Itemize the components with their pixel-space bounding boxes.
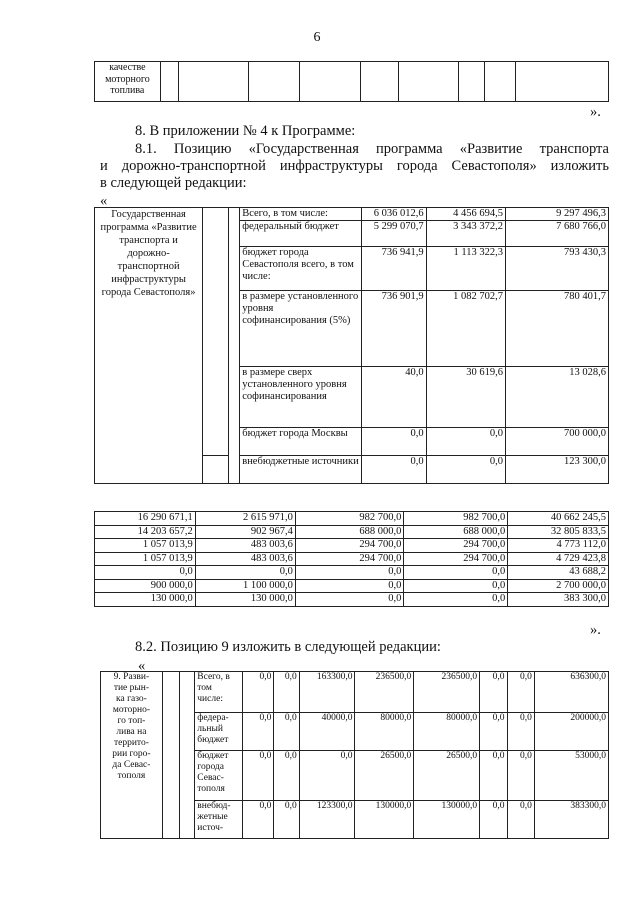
value-cell: 4 456 694,5 xyxy=(426,208,505,221)
value-cell: 982 700,0 xyxy=(295,512,403,526)
empty-cell xyxy=(459,62,484,102)
item-8-1-line1: 8.1. Позицию «Государственная программа «Развитие транспорта xyxy=(135,141,609,157)
value-cell: 130000,0 xyxy=(355,801,414,839)
value-cell: 130000,0 xyxy=(414,801,480,839)
empty-cell xyxy=(178,62,248,102)
value-cell: 0,0 xyxy=(242,801,273,839)
value-cell: 200000,0 xyxy=(534,713,608,751)
value-cell: 0,0 xyxy=(242,672,273,713)
row-label xyxy=(195,672,243,713)
value-cell: 40,0 xyxy=(361,367,426,428)
value-cell: 483 003,6 xyxy=(195,539,295,553)
value-cell: 0,0 xyxy=(361,428,426,456)
value-cell: 0,0 xyxy=(404,566,508,580)
row-label: Всего, в том числе: xyxy=(240,208,362,221)
value-cell: 236500,0 xyxy=(355,672,414,713)
row-label-line: города xyxy=(197,762,224,772)
value-cell: 1 057 013,9 xyxy=(95,552,196,566)
value-cell: 0,0 xyxy=(299,751,355,801)
totals-table xyxy=(94,511,609,607)
closing-quote-2: ». xyxy=(590,622,601,638)
value-cell: 294 700,0 xyxy=(404,539,508,553)
value-cell: 0,0 xyxy=(274,713,299,751)
position-name-line: террито- xyxy=(113,738,149,748)
value-cell: 1 082 702,7 xyxy=(426,291,505,367)
value-cell: 7 680 766,0 xyxy=(505,221,608,247)
table-cell-label xyxy=(95,62,161,102)
value-cell: 294 700,0 xyxy=(295,539,403,553)
item-8-1-line2: и дорожно-транспортной инфраструктуры города Севастополя» изложить xyxy=(100,158,609,174)
value-cell: 4 729 423,8 xyxy=(508,552,609,566)
value-cell: 0,0 xyxy=(295,593,403,607)
empty-cell xyxy=(515,62,608,102)
item-8-heading: 8. В приложении № 4 к Программе: xyxy=(135,123,356,139)
position-name-line: ка газо- xyxy=(116,694,147,704)
value-cell: 0,0 xyxy=(295,579,403,593)
value-cell: 236500,0 xyxy=(414,672,480,713)
value-cell: 0,0 xyxy=(242,713,273,751)
row-label-line: тополя xyxy=(197,784,225,794)
row-label xyxy=(195,801,243,839)
row-label-line: Севас- xyxy=(197,773,224,783)
value-cell: 0,0 xyxy=(507,801,534,839)
value-cell: 1 113 322,3 xyxy=(426,247,505,291)
value-cell: 9 297 496,3 xyxy=(505,208,608,221)
value-cell: 780 401,7 xyxy=(505,291,608,367)
row-label: бюджет города Севастополя всего, в том числе: xyxy=(240,247,362,291)
row-label-line: федера- xyxy=(197,713,229,723)
value-cell: 2 700 000,0 xyxy=(508,579,609,593)
row-label-line: внебюд- xyxy=(197,801,231,811)
empty-cell xyxy=(484,62,515,102)
value-cell: 1 100 000,0 xyxy=(195,579,295,593)
program-name-cell xyxy=(95,208,203,484)
value-cell: 5 299 070,7 xyxy=(361,221,426,247)
fuel-label: качестве моторного топлива xyxy=(105,62,150,96)
table-row xyxy=(95,539,609,553)
value-cell: 736 901,9 xyxy=(361,291,426,367)
position-name-line: тие рын- xyxy=(113,683,150,693)
opening-quote-2: « xyxy=(138,658,146,674)
value-cell: 0,0 xyxy=(507,713,534,751)
row-label-line: бюджет xyxy=(197,735,229,745)
empty-cell xyxy=(203,208,229,456)
row-label: в размере сверх установленного уровня софинансирования xyxy=(240,367,362,428)
value-cell: 163300,0 xyxy=(299,672,355,713)
value-cell: 0,0 xyxy=(274,672,299,713)
value-cell: 16 290 671,1 xyxy=(95,512,196,526)
value-cell: 0,0 xyxy=(242,751,273,801)
row-label: федеральный бюджет xyxy=(240,221,362,247)
position-name-line: тополя xyxy=(117,771,146,781)
value-cell: 0,0 xyxy=(295,566,403,580)
value-cell: 636300,0 xyxy=(534,672,608,713)
empty-cell xyxy=(228,208,239,484)
value-cell: 0,0 xyxy=(426,428,505,456)
value-cell: 900 000,0 xyxy=(95,579,196,593)
empty-cell xyxy=(160,62,178,102)
value-cell: 43 688,2 xyxy=(508,566,609,580)
value-cell: 0,0 xyxy=(274,751,299,801)
position-name-line: лива на xyxy=(116,727,147,737)
row-label-line: жетные xyxy=(197,812,228,822)
table-row xyxy=(95,593,609,607)
item-8-1-line3: в следующей редакции: xyxy=(100,175,247,191)
value-cell: 294 700,0 xyxy=(404,552,508,566)
value-cell: 80000,0 xyxy=(355,713,414,751)
value-cell: 40000,0 xyxy=(299,713,355,751)
page-number: 6 xyxy=(313,30,321,45)
value-cell: 902 967,4 xyxy=(195,525,295,539)
value-cell: 0,0 xyxy=(480,751,507,801)
empty-cell xyxy=(398,62,459,102)
row-label: бюджет города Москвы xyxy=(240,428,362,456)
position-name-line: да Севас- xyxy=(112,760,151,770)
row-label-line: Всего, в xyxy=(197,672,230,682)
value-cell: 2 615 971,0 xyxy=(195,512,295,526)
closing-quote-1: ». xyxy=(590,104,601,120)
table-row xyxy=(95,566,609,580)
value-cell: 0,0 xyxy=(480,801,507,839)
table-row xyxy=(95,552,609,566)
value-cell: 0,0 xyxy=(195,566,295,580)
value-cell: 0,0 xyxy=(404,593,508,607)
value-cell: 688 000,0 xyxy=(404,525,508,539)
value-cell: 0,0 xyxy=(361,456,426,484)
value-cell: 4 773 112,0 xyxy=(508,539,609,553)
position-name-line: го топ- xyxy=(117,716,146,726)
value-cell: 0,0 xyxy=(480,672,507,713)
empty-cell xyxy=(248,62,299,102)
value-cell: 383 300,0 xyxy=(508,593,609,607)
item-8-2-heading: 8.2. Позицию 9 изложить в следующей редакции: xyxy=(135,639,441,655)
position-name-line: рии горо- xyxy=(112,749,151,759)
empty-cell xyxy=(180,672,195,839)
value-cell: 0,0 xyxy=(95,566,196,580)
empty-cell xyxy=(360,62,398,102)
opening-quote-1: « xyxy=(100,193,108,209)
value-cell: 0,0 xyxy=(507,751,534,801)
value-cell: 0,0 xyxy=(404,579,508,593)
empty-cell xyxy=(162,672,179,839)
row-label-line: источ- xyxy=(197,823,224,833)
top-fragment-table xyxy=(94,61,609,102)
value-cell: 6 036 012,6 xyxy=(361,208,426,221)
value-cell: 1 057 013,9 xyxy=(95,539,196,553)
table-row xyxy=(95,512,609,526)
program-name: Государственная программа «Развитие транспорта и дорожно-транспортной инфраструктуры города Севастополя» xyxy=(100,209,197,298)
value-cell: 30 619,6 xyxy=(426,367,505,428)
value-cell: 736 941,9 xyxy=(361,247,426,291)
table-row xyxy=(95,579,609,593)
empty-cell xyxy=(300,62,361,102)
value-cell: 294 700,0 xyxy=(295,552,403,566)
value-cell: 26500,0 xyxy=(414,751,480,801)
position-name-line: моторно- xyxy=(112,705,150,715)
position-name-cell xyxy=(101,672,163,839)
value-cell: 0,0 xyxy=(507,672,534,713)
row-label-line: бюджет xyxy=(197,751,229,761)
value-cell: 13 028,6 xyxy=(505,367,608,428)
table-row xyxy=(101,672,609,713)
value-cell: 793 430,3 xyxy=(505,247,608,291)
value-cell: 40 662 245,5 xyxy=(508,512,609,526)
position-name-line: 9. Разви- xyxy=(113,672,150,682)
value-cell: 130 000,0 xyxy=(95,593,196,607)
value-cell: 14 203 657,2 xyxy=(95,525,196,539)
value-cell: 383300,0 xyxy=(534,801,608,839)
row-label: внебюджетные источники xyxy=(240,456,362,484)
row-label-line: том xyxy=(197,683,212,693)
value-cell: 982 700,0 xyxy=(404,512,508,526)
value-cell: 0,0 xyxy=(426,456,505,484)
value-cell: 0,0 xyxy=(274,801,299,839)
value-cell: 3 343 372,2 xyxy=(426,221,505,247)
value-cell: 80000,0 xyxy=(414,713,480,751)
value-cell: 53000,0 xyxy=(534,751,608,801)
row-label xyxy=(195,713,243,751)
value-cell: 700 000,0 xyxy=(505,428,608,456)
row-label-line: числе: xyxy=(197,694,223,704)
row-label xyxy=(195,751,243,801)
value-cell: 688 000,0 xyxy=(295,525,403,539)
row-label: в размере установленного уровня софинансирования (5%) xyxy=(240,291,362,367)
value-cell: 483 003,6 xyxy=(195,552,295,566)
program-table xyxy=(94,207,609,484)
value-cell: 32 805 833,5 xyxy=(508,525,609,539)
value-cell: 123300,0 xyxy=(299,801,355,839)
position9-table xyxy=(100,671,609,839)
value-cell: 26500,0 xyxy=(355,751,414,801)
empty-cell xyxy=(203,456,229,484)
row-label-line: льный xyxy=(197,724,223,734)
table-row xyxy=(95,525,609,539)
value-cell: 130 000,0 xyxy=(195,593,295,607)
value-cell: 123 300,0 xyxy=(505,456,608,484)
value-cell: 0,0 xyxy=(480,713,507,751)
